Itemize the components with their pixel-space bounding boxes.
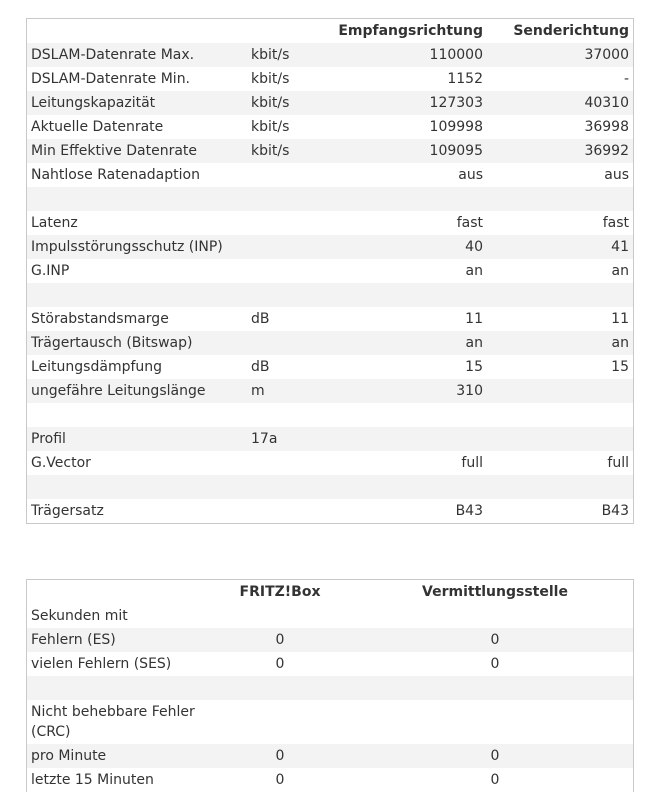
row-label: Min Effektive Datenrate: [31, 143, 198, 159]
row-downstream-value: 110000: [429, 47, 483, 63]
row-label: Nahtlose Ratenadaption: [31, 167, 200, 183]
table-row: [27, 652, 633, 676]
row-label: Störabstandsmarge: [31, 311, 169, 327]
table-row: [27, 187, 633, 211]
row-unit: dB: [251, 311, 270, 327]
row-unit: kbit/s: [251, 47, 290, 63]
row-downstream-value: 109998: [429, 119, 483, 135]
row-label: Impulsstörungsschutz (INP): [31, 239, 223, 255]
row-downstream-value: 310: [456, 383, 483, 399]
row-label: Leitungskapazität: [31, 95, 156, 111]
table-row: [27, 744, 633, 768]
row-label: DSLAM-Datenrate Min.: [31, 71, 191, 87]
table-row: [27, 628, 633, 652]
row-downstream-value: aus: [458, 167, 483, 183]
table-row: [27, 259, 633, 283]
table-row: [27, 604, 633, 628]
row-exchange-value: 0: [490, 772, 500, 788]
header-downstream: Empfangsrichtung: [338, 23, 483, 39]
row-label: G.Vector: [31, 455, 91, 471]
header-upstream: Senderichtung: [513, 23, 629, 39]
row-downstream-value: 15: [465, 359, 483, 375]
row-upstream-value: 11: [611, 311, 629, 327]
header-fritzbox: FRITZ!Box: [239, 584, 321, 600]
table-row: [27, 163, 633, 187]
row-downstream-value: 1152: [447, 71, 483, 87]
error-statistics-table: [26, 579, 634, 792]
row-exchange-value: 0: [490, 632, 500, 648]
row-label: DSLAM-Datenrate Max.: [31, 47, 195, 63]
row-upstream-value: 40310: [584, 95, 629, 111]
table-row: [27, 427, 633, 451]
row-upstream-value: 41: [611, 239, 629, 255]
row-label: Latenz: [31, 215, 78, 231]
row-unit: dB: [251, 359, 270, 375]
row-label: letzte 15 Minuten: [31, 772, 154, 788]
row-downstream-value: an: [465, 335, 483, 351]
table-row: [27, 67, 633, 91]
row-unit: kbit/s: [251, 71, 290, 87]
row-exchange-value: 0: [490, 656, 500, 672]
row-downstream-value: an: [465, 263, 483, 279]
row-label: pro Minute: [31, 748, 107, 764]
table-row: [27, 451, 633, 475]
row-upstream-value: fast: [602, 215, 629, 231]
row-label: ungefähre Leitungslänge: [31, 383, 206, 399]
table-row: [27, 499, 633, 523]
table-row: [27, 211, 633, 235]
row-upstream-value: 36992: [584, 143, 629, 159]
row-downstream-value: 109095: [429, 143, 483, 159]
table-row: [27, 307, 633, 331]
row-downstream-value: B43: [455, 503, 483, 519]
row-label: Sekunden mit: [31, 608, 128, 624]
dsl-table-header: [27, 19, 633, 43]
row-fritzbox-value: 0: [275, 656, 285, 672]
row-label: Trägertausch (Bitswap): [31, 335, 193, 351]
table-row: [27, 283, 633, 307]
row-downstream-value: full: [461, 455, 483, 471]
row-unit: kbit/s: [251, 119, 290, 135]
table-row: [27, 235, 633, 259]
row-fritzbox-value: 0: [275, 632, 285, 648]
row-upstream-value: an: [611, 335, 629, 351]
table-row: [27, 43, 633, 67]
row-upstream-value: 37000: [584, 47, 629, 63]
row-label: Nicht behebbare Fehler (CRC): [31, 704, 195, 740]
table-row: [27, 475, 633, 499]
table-row: [27, 139, 633, 163]
row-unit: kbit/s: [251, 95, 290, 111]
row-upstream-value: full: [607, 455, 629, 471]
row-label: Aktuelle Datenrate: [31, 119, 164, 135]
row-fritzbox-value: 0: [275, 772, 285, 788]
row-downstream-value: 127303: [429, 95, 483, 111]
table-row: [27, 403, 633, 427]
table-row: [27, 331, 633, 355]
row-unit: m: [251, 383, 265, 399]
table-row: [27, 115, 633, 139]
row-exchange-value: 0: [490, 748, 500, 764]
row-unit: 17a: [251, 431, 278, 447]
row-downstream-value: 11: [465, 311, 483, 327]
row-label: Trägersatz: [31, 503, 104, 519]
table-row: [27, 355, 633, 379]
row-label: G.INP: [31, 263, 70, 279]
row-upstream-value: an: [611, 263, 629, 279]
table-row: [27, 379, 633, 403]
row-upstream-value: B43: [601, 503, 629, 519]
row-label: Leitungsdämpfung: [31, 359, 163, 375]
row-unit: kbit/s: [251, 143, 290, 159]
row-upstream-value: aus: [604, 167, 629, 183]
table-row: [27, 91, 633, 115]
error-table-header: [27, 580, 633, 604]
row-fritzbox-value: 0: [275, 748, 285, 764]
table-row: [27, 676, 633, 700]
header-exchange: Vermittlungsstelle: [422, 584, 568, 600]
table-row: [27, 700, 633, 744]
row-upstream-value: -: [623, 71, 629, 87]
dsl-line-table: [26, 18, 634, 524]
row-label: vielen Fehlern (SES): [31, 656, 172, 672]
row-label: Profil: [31, 431, 66, 447]
row-label: Fehlern (ES): [31, 632, 116, 648]
row-downstream-value: 40: [465, 239, 483, 255]
row-upstream-value: 36998: [584, 119, 629, 135]
row-upstream-value: 15: [611, 359, 629, 375]
table-row: [27, 768, 633, 792]
row-downstream-value: fast: [456, 215, 483, 231]
